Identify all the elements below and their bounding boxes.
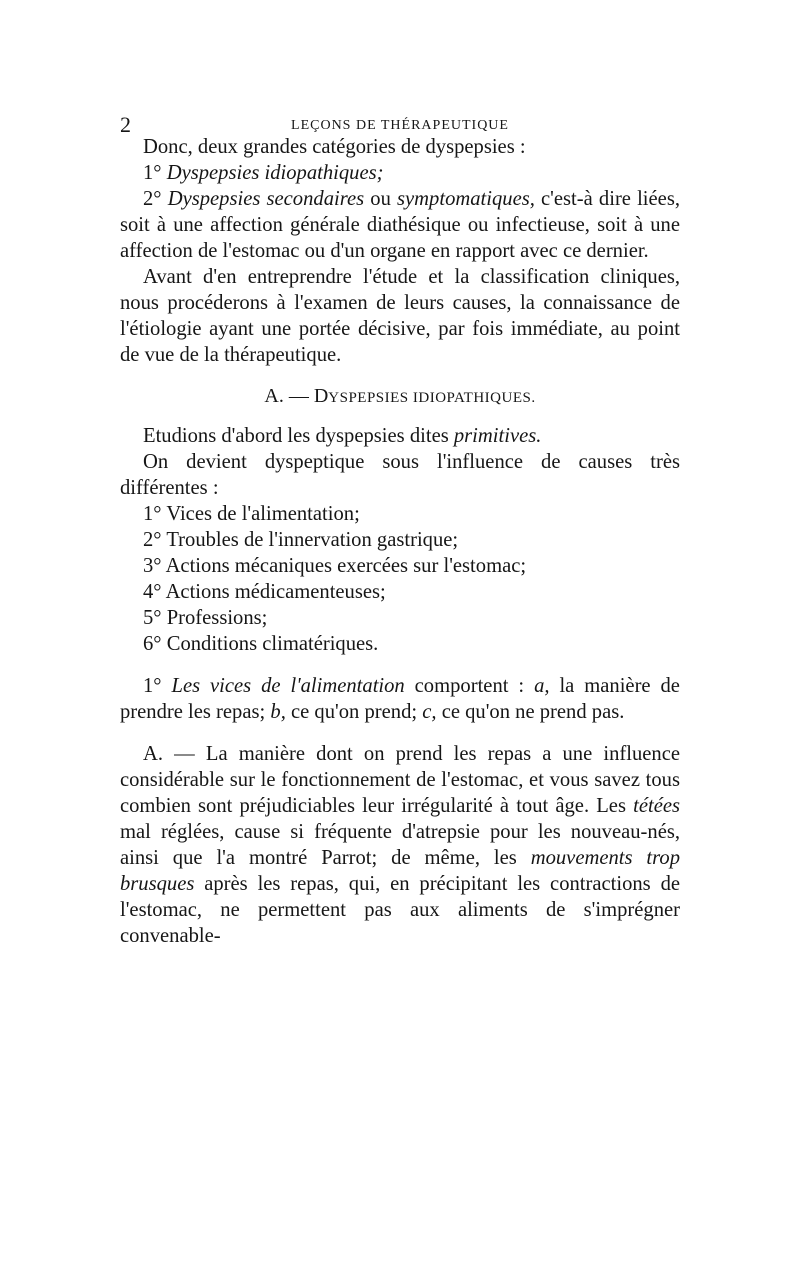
list-item: 5° Professions; bbox=[143, 607, 268, 629]
list-item: 6° Conditions climatériques. bbox=[143, 633, 379, 655]
list-item: 1° Vices de l'alimentation; bbox=[143, 503, 360, 525]
paragraph-influence: On devient dyspeptique sous l'influence de causes très différentes : bbox=[120, 451, 680, 499]
spacer bbox=[120, 657, 680, 673]
category-1: 1° Dyspepsies idiopathiques; bbox=[143, 162, 384, 184]
category-2: 2° Dyspepsies secondaires ou symptomatiques, c'est-à dire liées, soit à une affection générale diathésique ou infectieuse, soit à une affection de l'estomac ou d'un organe en rapport avec ce dernier. bbox=[120, 188, 680, 262]
running-title: LEÇONS DE THÉRAPEUTIQUE bbox=[291, 118, 509, 133]
intro-lead: Donc, deux grandes catégories de dyspepsies : bbox=[143, 136, 526, 158]
paragraph-manner: A. — La manière dont on prend les repas a une influence considérable sur le fonctionnement de l'estomac, et vous savez tous combien sont préjudiciables leur irrégularité à tout âge. Les tétées mal réglées, cause si fréquente d'atrepsie pour les nouveau-nés, ainsi que l'a montré Parrot; de même, les mouvements trop brusques après les repas, qui, en précipitant les contractions de l'estomac, ne permettent pas aux aliments de s'imprégner convenable- bbox=[120, 743, 681, 947]
book-page bbox=[120, 104, 680, 949]
section-heading: A. — DYSPEPSIES IDIOPATHIQUES. bbox=[264, 385, 536, 407]
list-item: 2° Troubles de l'innervation gastrique; bbox=[143, 529, 459, 551]
list-item: 3° Actions mécaniques exercées sur l'estomac; bbox=[143, 555, 527, 577]
paragraph-vices: 1° Les vices de l'alimentation comportent : a, la manière de prendre les repas; b, ce qu'on prend; c, ce qu'on ne prend pas. bbox=[120, 675, 680, 723]
causes-list bbox=[120, 501, 680, 657]
paragraph-causes: Avant d'en entreprendre l'étude et la classification cliniques, nous procéderons à l'examen de leurs causes, la connaissance de l'étiologie ayant une portée décisive, par fois immédiate, au point de vue de la thérapeutique. bbox=[120, 266, 680, 366]
list-item: 4° Actions médicamenteuses; bbox=[143, 581, 386, 603]
running-head bbox=[120, 104, 680, 137]
page-number: 2 bbox=[120, 112, 131, 137]
spacer bbox=[120, 725, 680, 741]
paragraph-primitive: Etudions d'abord les dyspepsies dites primitives. bbox=[143, 425, 542, 447]
